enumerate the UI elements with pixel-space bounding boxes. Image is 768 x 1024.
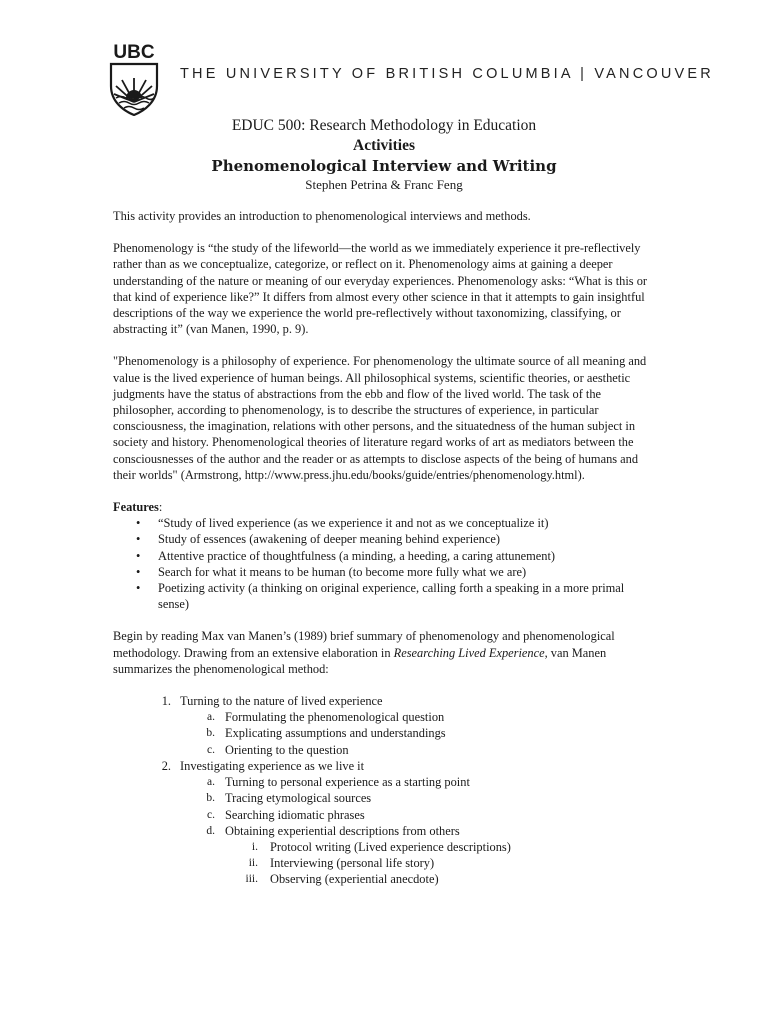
outline-text: Observing (experiential anecdote): [270, 872, 439, 887]
book-title: Researching Lived Experience: [393, 645, 545, 660]
quote-paragraph: "Phenomenology is a philosophy of experience. For phenomenology the ultimate source of all meaning and value is the lived experience of human beings. All philosophical systems, scientific theories, or aesthetic judgments have the status of abstractions from the ebb and flow of the lived world. The task of the philosopher, according to phenomenology, is to describe the structures of experience, in particular consciousness, the imagination, relations with other persons, and the situatedness of the human subject in society and history. Phenomenological theories of literature regard works of art as mediators between the consciousnesses of the author and the reader or as attempts to disclose aspects of the being of humans and their worlds" (Armstrong, http://www.press.jhu.edu/books/guide/entries/phenomenology.html).: [113, 354, 647, 482]
outline-number: b.: [206, 792, 215, 805]
outline-number: c.: [207, 808, 215, 821]
features-colon: :: [158, 500, 163, 515]
list-item: • Poetizing activity (a thinking on original experience, calling forth a speaking in a more primal sense): [156, 580, 658, 612]
outline-item: [113, 758, 658, 774]
outline-text: Investigating experience as we live it: [180, 758, 365, 773]
letterhead: [108, 40, 714, 120]
outline-text: Turning to personal experience as a starting point: [225, 775, 470, 790]
outline-text: Explicating assumptions and understandings: [225, 726, 446, 741]
ubc-crest-logo: [108, 40, 160, 116]
intro-paragraph: This activity provides an introduction to phenomenological interviews and methods.: [113, 209, 531, 223]
outline-item: [113, 774, 658, 790]
course-title: EDUC 500: Research Methodology in Education: [231, 117, 537, 134]
outline-number: i.: [251, 840, 258, 853]
outline-item: [113, 855, 658, 871]
outline-number: b.: [206, 727, 215, 740]
method-intro-text: Begin by reading Max van Manen’s (1989) brief summary of phenomenology and phenomenological methodology. Drawing from an extensive elaboration in: [113, 629, 615, 660]
outline-number: a.: [207, 711, 215, 724]
outline-text: Searching idiomatic phrases: [225, 807, 365, 822]
outline-number: d.: [206, 824, 215, 837]
outline-item: [113, 693, 658, 709]
outline-number: a.: [207, 776, 215, 789]
outline-item: [113, 823, 658, 839]
outline-text: Obtaining experiential descriptions from others: [225, 823, 460, 838]
authors: Stephen Petrina & Franc Feng: [305, 177, 463, 192]
title-block: [0, 116, 768, 193]
outline-item: [113, 807, 658, 823]
outline-number: 1.: [161, 694, 171, 709]
document-body: [113, 208, 658, 888]
outline-text: Interviewing (personal life story): [270, 856, 435, 871]
outline-number: ii.: [248, 857, 258, 870]
outline-item: [113, 709, 658, 725]
list-item: • Attentive practice of thoughtfulness (a minding, a heeding, a caring attunement): [156, 548, 658, 564]
outline-item: [113, 742, 658, 758]
activities-heading: Activities: [353, 137, 415, 154]
outline-text: Turning to the nature of lived experience: [180, 694, 383, 709]
outline-text: Formulating the phenomenological question: [225, 710, 445, 725]
outline-item: [113, 725, 658, 741]
list-item: • “Study of lived experience (as we experience it and not as we conceptualize it): [156, 515, 658, 531]
logo-wordmark: UBC: [113, 42, 155, 63]
list-item: • Study of essences (awakening of deeper meaning behind experience): [156, 531, 658, 547]
features-list: [113, 515, 658, 612]
outline-item: [113, 871, 658, 887]
features-heading-line: [113, 499, 658, 515]
list-item: • Search for what it means to be human (to become more fully what we are): [156, 564, 658, 580]
outline-number: 2.: [161, 758, 171, 773]
outline-number: c.: [207, 743, 215, 756]
outline-item: [113, 790, 658, 806]
method-intro-tail: , van Manen summarizes the phenomenological method:: [113, 645, 607, 676]
features-heading: Features: [113, 500, 159, 515]
method-intro-paragraph: [113, 628, 658, 677]
outline-item: [113, 839, 658, 855]
outline-number: iii.: [245, 873, 258, 886]
activity-title: Phenomenological Interview and Writing: [211, 157, 557, 175]
method-outline: [113, 693, 658, 887]
outline-text: Protocol writing (Lived experience descriptions): [270, 839, 511, 854]
outline-text: Orienting to the question: [225, 742, 349, 757]
university-name: THE UNIVERSITY OF BRITISH COLUMBIA | VANCOUVER: [180, 66, 714, 82]
outline-text: Tracing etymological sources: [225, 791, 372, 806]
definition-paragraph: Phenomenology is “the study of the lifeworld—the world as we immediately experience it pre-reflectively rather than as we conceptualize, categorize, or reflect on it. Phenomenology aims at gaining a deeper understanding of the nature or meaning of our everyday experiences. Phenomenology asks: “What is this or that kind of experience like?” It differs from almost every other science in that it attempts to gain insightful descriptions of the way we experience the world pre-reflectively without taxonomizing, classifying, or abstracting it” (van Manen, 1990, p. 9).: [113, 241, 648, 337]
